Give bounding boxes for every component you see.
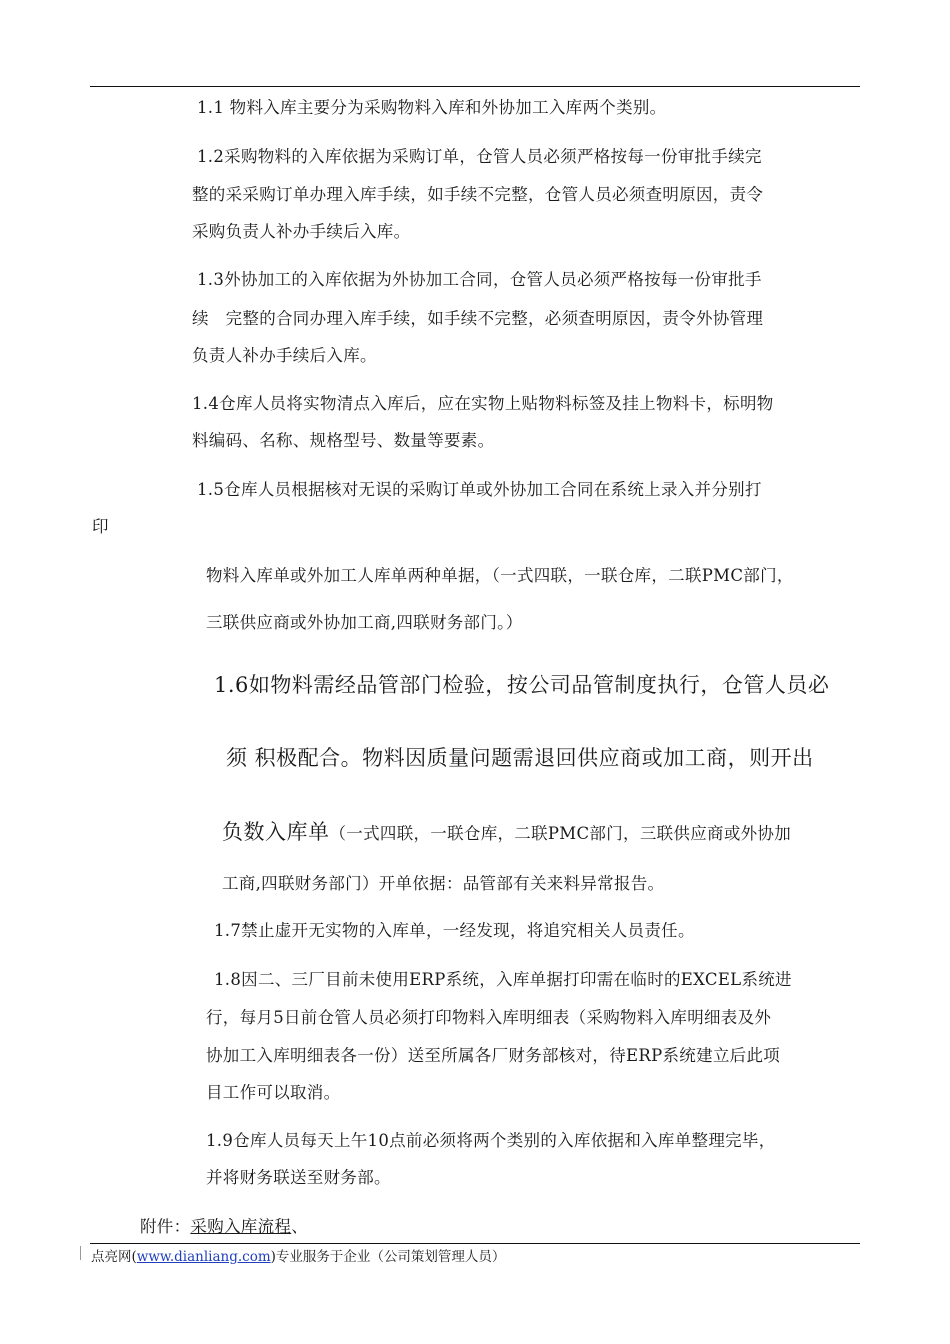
item-1-6-line-3 xyxy=(222,820,791,846)
item-1-3-line-1: 1.3外协加工的入库依据为外协加工合同，仓管人员必须严格按每一份审批手 xyxy=(197,270,762,289)
attachment-line xyxy=(140,1216,308,1238)
item-1-2-line-2: 整的采采购订单办理入库手续，如手续不完整，仓管人员必须查明原因，责令 xyxy=(192,185,764,204)
item-1-6-line-3-big: 负数入库单 xyxy=(222,820,330,844)
item-1-3-line-2: 续 完整的合同办理入库手续，如手续不完整，必须查明原因，责令外协管理 xyxy=(192,309,764,328)
item-1-6-line-3-small: （一式四联，一联仓库，二联PMC部门，三联供应商或外协加 xyxy=(329,824,792,843)
item-1-5-line-4: 三联供应商或外协加工商,四联财务部门。） xyxy=(206,613,523,632)
item-1-5-line-3: 物料入库单或外加工人库单两种单据，（一式四联，一联仓库，二联PMC部门， xyxy=(206,566,794,585)
footer-url-link[interactable]: www.dianliang.com xyxy=(136,1249,271,1265)
footer-rule xyxy=(90,1243,860,1244)
footer-prefix: 点亮网( xyxy=(91,1249,137,1265)
item-1-9-line-2: 并将财务联送至财务部。 xyxy=(206,1168,391,1187)
item-1-5-line-2: 印 xyxy=(92,517,109,536)
item-1-8-line-4: 目工作可以取消。 xyxy=(206,1083,341,1102)
footer xyxy=(91,1248,505,1266)
attachment-suffix: 、 xyxy=(291,1217,309,1236)
footer-suffix: )专业服务于企业（公司策划管理人员） xyxy=(270,1249,506,1265)
item-1-7: 1.7禁止虚开无实物的入库单，一经发现，将追究相关人员责任。 xyxy=(214,921,695,940)
attachment-label: 附件： xyxy=(140,1217,191,1236)
item-1-6-line-1: 1.6如物料需经品管部门检验，按公司品管制度执行，仓管人员必 xyxy=(214,673,830,697)
item-1-4-line-2: 料编码、名称、规格型号、数量等要素。 xyxy=(192,431,495,450)
item-1-3-line-3: 负责人补办手续后入库。 xyxy=(192,346,377,365)
item-1-6-line-4: 工商,四联财务部门）开单依据：品管部有关来料异常报告。 xyxy=(222,874,665,893)
item-1-8-line-1: 1.8因二、三厂目前未使用ERP系统，入库单据打印需在临时的EXCEL系统进 xyxy=(214,970,792,989)
item-1-1: 1.1 物料入库主要分为采购物料入库和外协加工入库两个类别。 xyxy=(197,98,667,117)
item-1-6-line-2: 须 积极配合。物料因质量问题需退回供应商或加工商，则开出 xyxy=(226,746,814,770)
item-1-8-line-2: 行，每月5日前仓管人员必须打印物料入库明细表（采购物料入库明细表及外 xyxy=(206,1008,772,1027)
header-rule xyxy=(90,86,860,87)
item-1-4-line-1: 1.4仓库人员将实物清点入库后，应在实物上贴物料标签及挂上物料卡，标明物 xyxy=(192,394,774,413)
item-1-5-line-1: 1.5仓库人员根据核对无误的采购订单或外协加工合同在系统上录入并分别打 xyxy=(197,480,762,499)
footer-tick xyxy=(80,1246,81,1260)
item-1-2-line-3: 采购负责人补办手续后入库。 xyxy=(192,222,411,241)
item-1-9-line-1: 1.9仓库人员每天上午10点前必须将两个类别的入库依据和入库单整理完毕， xyxy=(206,1131,776,1150)
item-1-8-line-3: 协加工入库明细表各一份）送至所属各厂财务部核对，待ERP系统建立后此项 xyxy=(206,1046,781,1065)
item-1-2-line-1: 1.2采购物料的入库依据为采购订单，仓管人员必须严格按每一份审批手续完 xyxy=(197,147,762,166)
attachment-link[interactable]: 采购入库流程 xyxy=(190,1217,292,1236)
